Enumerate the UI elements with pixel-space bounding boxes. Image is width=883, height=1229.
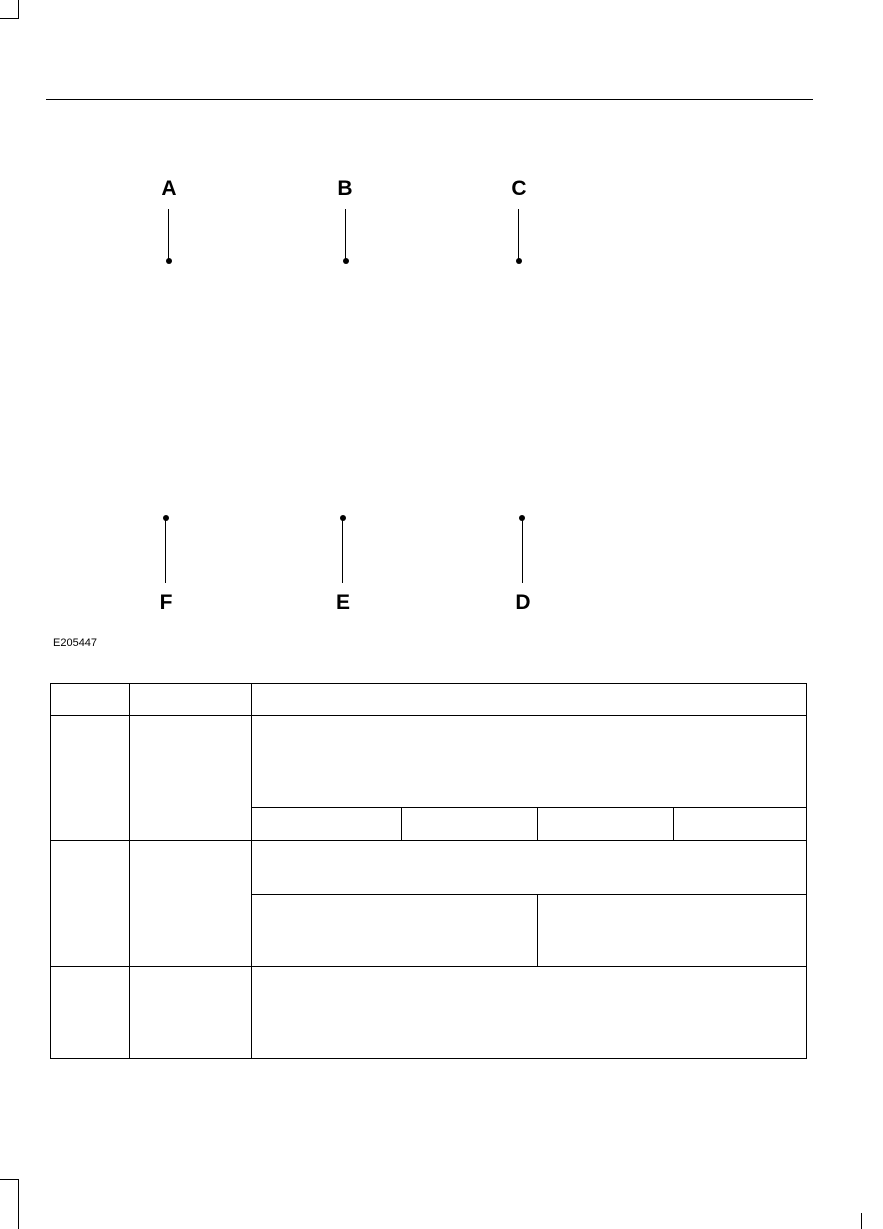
table-subcell-divider-1 xyxy=(401,807,402,841)
crop-mark-top-left-vertical xyxy=(18,0,19,18)
crop-mark-top-left-horizontal xyxy=(0,18,19,19)
callout-leader-b xyxy=(345,209,346,260)
table-subcell-divider-4 xyxy=(537,894,538,967)
table-subrow-divider-2 xyxy=(251,894,807,895)
callout-label-a: A xyxy=(161,177,177,200)
table-subcell-divider-2 xyxy=(537,807,538,841)
callout-label-e: E xyxy=(335,591,350,614)
callout-label-c: C xyxy=(511,177,527,200)
callout-label-d: D xyxy=(515,591,531,614)
figure-reference-code: E205447 xyxy=(53,637,98,649)
table-row-divider-1 xyxy=(50,840,807,841)
callout-dot-e xyxy=(340,515,346,521)
callout-leader-c xyxy=(518,209,519,260)
callout-leader-d xyxy=(522,519,523,583)
table-border-bottom xyxy=(50,1058,807,1059)
table-column-divider-1 xyxy=(129,683,130,1059)
callout-dot-f xyxy=(163,515,169,521)
callout-dot-b xyxy=(343,258,349,264)
table-border-right xyxy=(806,683,807,1059)
callout-dot-a xyxy=(166,258,172,264)
callout-leader-f xyxy=(165,519,166,583)
crop-mark-bottom-right-vertical xyxy=(861,1213,862,1229)
table-border-top xyxy=(50,683,807,684)
callout-leader-a xyxy=(168,209,169,260)
table-column-divider-2 xyxy=(251,683,252,1059)
header-rule xyxy=(46,99,813,100)
callout-dot-c xyxy=(516,258,522,264)
crop-mark-bottom-left-vertical xyxy=(18,1179,19,1229)
callout-leader-e xyxy=(342,519,343,583)
callout-label-b: B xyxy=(337,177,353,200)
table-header-divider xyxy=(50,715,807,716)
table-row-divider-2 xyxy=(50,966,807,967)
callout-label-f: F xyxy=(159,591,173,614)
table-border-left xyxy=(50,683,51,1059)
table-subrow-divider-1 xyxy=(251,807,807,808)
table-subcell-divider-3 xyxy=(673,807,674,841)
crop-mark-bottom-left-horizontal xyxy=(0,1179,19,1180)
